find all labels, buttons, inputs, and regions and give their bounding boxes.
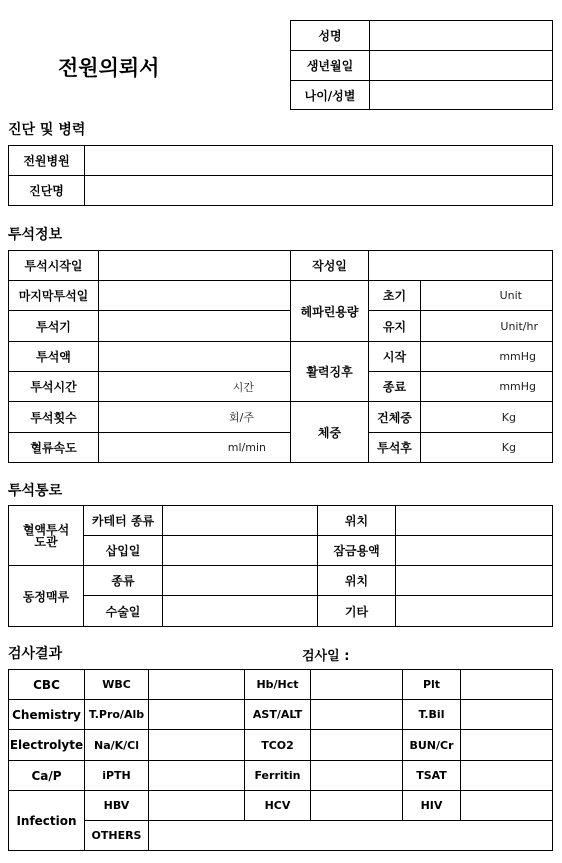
avf-label: 동정맥루 <box>9 566 84 627</box>
diagnosis-label: 진단명 <box>9 176 85 206</box>
dry-weight-unit: Kg <box>421 402 553 433</box>
dry-weight-label: 건체중 <box>369 402 421 433</box>
age-sex-label: 나이/성별 <box>291 81 370 110</box>
nakcl-label: Na/K/Cl <box>85 730 149 761</box>
tco2-label: TCO2 <box>245 730 311 761</box>
dialyzer-field[interactable] <box>99 311 291 342</box>
section-lab: 검사결과 <box>8 646 63 662</box>
blood-flow-label: 혈류속도 <box>9 433 99 463</box>
lock-solution-label: 잠금용액 <box>318 536 396 566</box>
weight-label: 체중 <box>291 402 369 463</box>
heparin-label: 헤파린용량 <box>291 281 369 342</box>
age-sex-field[interactable] <box>370 81 553 110</box>
cbc-label: CBC <box>9 670 85 700</box>
tsat-field[interactable] <box>461 761 553 791</box>
etc-label: 기타 <box>318 596 396 627</box>
name-label: 성명 <box>291 21 370 51</box>
hbv-field[interactable] <box>149 791 245 821</box>
hb-field[interactable] <box>311 670 403 700</box>
avf-type-field[interactable] <box>163 566 318 596</box>
vs-end-unit: mmHg <box>421 372 553 402</box>
tco2-field[interactable] <box>311 730 403 761</box>
ast-label: AST/ALT <box>245 700 311 730</box>
last-dialysis-field[interactable] <box>99 281 291 311</box>
insert-date-field[interactable] <box>163 536 318 566</box>
plt-label: Plt <box>403 670 461 700</box>
access-table <box>8 505 553 627</box>
hcv-label: HCV <box>245 791 311 821</box>
avf-location-label: 위치 <box>318 566 396 596</box>
hiv-label: HIV <box>403 791 461 821</box>
electrolyte-label: Electrolyte <box>9 730 85 761</box>
vs-start-label: 시작 <box>369 342 421 372</box>
patient-table <box>290 20 553 110</box>
vs-start-unit: mmHg <box>421 342 553 372</box>
surgery-date-field[interactable] <box>163 596 318 627</box>
avf-location-field[interactable] <box>396 566 553 596</box>
hbv-label: HBV <box>85 791 149 821</box>
tpro-field[interactable] <box>149 700 245 730</box>
birth-label: 생년월일 <box>291 51 370 81</box>
heparin-initial-label: 초기 <box>369 281 421 311</box>
vs-end-label: 종료 <box>369 372 421 402</box>
dialysis-time-unit: 시간 <box>99 372 291 402</box>
ferritin-label: Ferritin <box>245 761 311 791</box>
tsat-label: TSAT <box>403 761 461 791</box>
dialysis-time-label: 투석시간 <box>9 372 99 402</box>
dialysis-freq-label: 투석횟수 <box>9 402 99 433</box>
others-field[interactable] <box>149 821 553 851</box>
section-access: 투석통로 <box>8 483 63 499</box>
ipth-field[interactable] <box>149 761 245 791</box>
heparin-initial-unit: Unit <box>421 281 553 311</box>
surgery-date-label: 수술일 <box>84 596 163 627</box>
heparin-maintain-unit: Unit/hr <box>421 311 553 342</box>
post-weight-unit: Kg <box>421 433 553 463</box>
dialysis-table <box>8 250 553 463</box>
plt-field[interactable] <box>461 670 553 700</box>
hiv-field[interactable] <box>461 791 553 821</box>
hcv-field[interactable] <box>311 791 403 821</box>
wbc-label: WBC <box>85 670 149 700</box>
catheter-type-field[interactable] <box>163 506 318 536</box>
tbil-field[interactable] <box>461 700 553 730</box>
dialysis-freq-unit: 회/주 <box>99 402 291 433</box>
section-diagnosis: 진단 및 병력 <box>8 122 86 138</box>
hb-label: Hb/Hct <box>245 670 311 700</box>
dialysis-start-label: 투석시작일 <box>9 251 99 281</box>
dialysate-label: 투석액 <box>9 342 99 372</box>
ca-p-label: Ca/P <box>9 761 85 791</box>
lab-date-label: 검사일 : <box>302 649 350 664</box>
diagnosis-field[interactable] <box>85 176 553 206</box>
bun-label: BUN/Cr <box>403 730 461 761</box>
birth-field[interactable] <box>370 51 553 81</box>
blood-flow-unit: ml/min <box>99 433 291 463</box>
post-weight-label: 투석후 <box>369 433 421 463</box>
ferritin-field[interactable] <box>311 761 403 791</box>
etc-field[interactable] <box>396 596 553 627</box>
catheter-label: 혈액투석 도관 <box>9 506 84 566</box>
written-date-field[interactable] <box>369 251 553 281</box>
dialyzer-label: 투석기 <box>9 311 99 342</box>
name-field[interactable] <box>370 21 553 51</box>
bun-field[interactable] <box>461 730 553 761</box>
ipth-label: iPTH <box>85 761 149 791</box>
insert-date-label: 삽입일 <box>84 536 163 566</box>
lock-solution-field[interactable] <box>396 536 553 566</box>
document-title: 전원의뢰서 <box>58 56 160 80</box>
tbil-label: T.Bil <box>403 700 461 730</box>
dialysate-field[interactable] <box>99 342 291 372</box>
nakcl-field[interactable] <box>149 730 245 761</box>
hospital-label: 전원병원 <box>9 146 85 176</box>
catheter-location-field[interactable] <box>396 506 553 536</box>
hospital-field[interactable] <box>85 146 553 176</box>
wbc-field[interactable] <box>149 670 245 700</box>
heparin-maintain-label: 유지 <box>369 311 421 342</box>
section-dialysis: 투석정보 <box>8 227 63 243</box>
infection-label: Infection <box>9 791 85 851</box>
tpro-label: T.Pro/Alb <box>85 700 149 730</box>
dialysis-start-field[interactable] <box>99 251 291 281</box>
lab-table <box>8 669 553 851</box>
chemistry-label: Chemistry <box>9 700 85 730</box>
ast-field[interactable] <box>311 700 403 730</box>
others-label: OTHERS <box>85 821 149 851</box>
written-date-label: 작성일 <box>291 251 369 281</box>
vital-signs-label: 활력징후 <box>291 342 369 402</box>
avf-type-label: 종류 <box>84 566 163 596</box>
diagnosis-table <box>8 145 553 206</box>
catheter-type-label: 카테터 종류 <box>84 506 163 536</box>
last-dialysis-label: 마지막투석일 <box>9 281 99 311</box>
catheter-location-label: 위치 <box>318 506 396 536</box>
